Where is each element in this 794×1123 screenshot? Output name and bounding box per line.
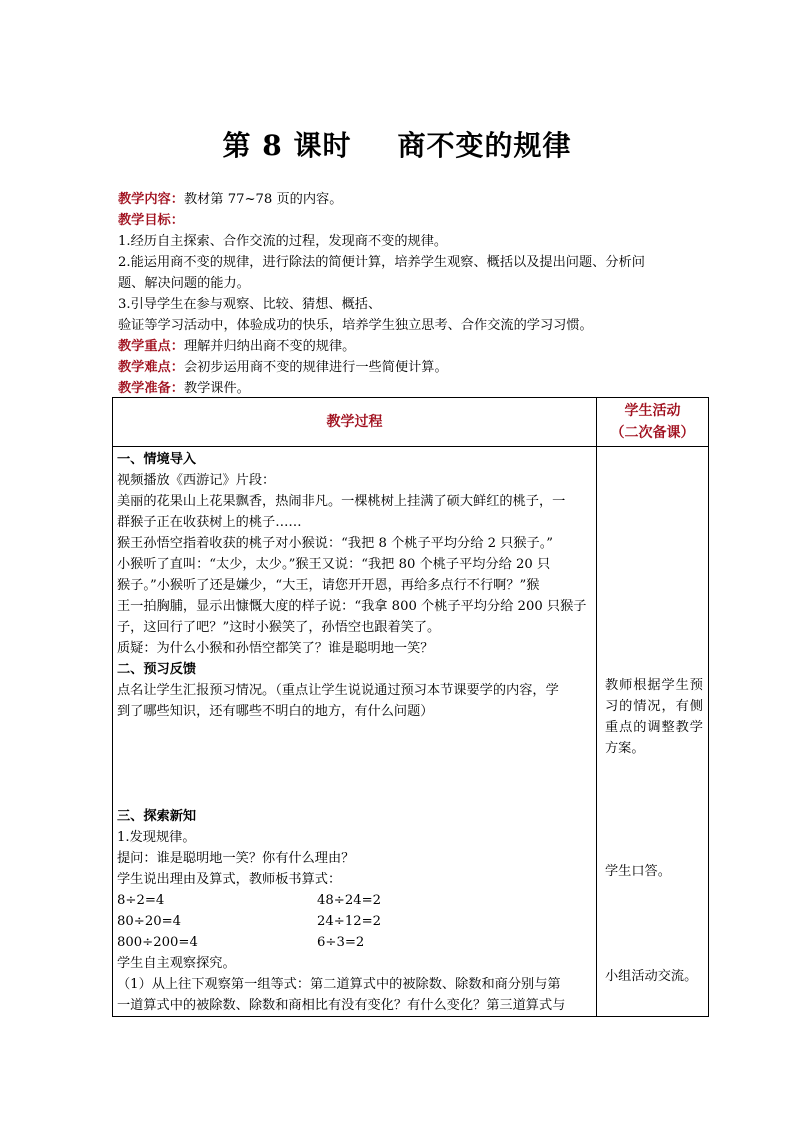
key-row [118, 336, 698, 357]
text-line: 质疑：为什么小猴和孙悟空都笑了？谁是聪明地一笑？ [117, 641, 434, 656]
process-body [113, 447, 597, 1017]
process-header: 教学过程 [113, 398, 597, 447]
activity-note: 教师根据学生预习的情况，有侧重点的调整教学方案。 [605, 678, 703, 756]
text-line: 学生自主观察探究。 [117, 956, 236, 971]
activity-body [597, 447, 709, 1017]
equation: 800÷200=4 [117, 935, 198, 950]
lesson-table [112, 397, 709, 1017]
equation: 48÷24=2 [317, 893, 382, 908]
text-line: 猴王孙悟空指着收获的桃子对小猴说：“我把 8 个桃子平均分给 2 只猴子。” [117, 536, 554, 551]
section-title: 三、探索新知 [117, 809, 197, 824]
equation-row [117, 890, 592, 911]
equation: 24÷12=2 [317, 914, 382, 929]
text-line: 一道算式中的被除数、除数和商相比有没有变化？有什么变化？第三道算式与 [117, 998, 566, 1013]
content-label: 教学内容： [118, 192, 184, 207]
text-line: 美丽的花果山上花果飘香，热闹非凡。一棵桃树上挂满了硕大鲜红的桃子，一 [117, 494, 566, 509]
activity-note: 小组活动交流。 [605, 969, 698, 984]
key-text: 理解并归纳出商不变的规律。 [183, 339, 356, 354]
key-label: 教学重点： [118, 339, 184, 354]
prep-text: 教学课件。 [183, 381, 250, 396]
lesson-meta [118, 189, 698, 399]
equation: 80÷20=4 [117, 914, 182, 929]
activity-header-line1: 学生活动 [624, 403, 681, 419]
text-line: 提问：谁是聪明地一笑？你有什么理由？ [117, 851, 355, 866]
lesson-number: 第 8 课时 [222, 129, 352, 162]
text-line: （1）从上往下观察第一组等式：第二道算式中的被除数、除数和商分别与第 [117, 977, 561, 992]
equation: 6÷3=2 [317, 935, 365, 950]
content-row [118, 189, 698, 210]
difficulty-label: 教学难点： [118, 360, 184, 375]
goal-line: 2.能运用商不变的规律，进行除法的简便计算，培养学生观察、概括以及提出问题、分析问 [118, 255, 645, 270]
text-line: 到了哪些知识，还有哪些不明白的地方，有什么问题） [117, 704, 434, 719]
section-title: 二、预习反馈 [117, 662, 197, 677]
activity-header [597, 398, 709, 447]
equation-row [117, 932, 592, 953]
goal-label: 教学目标： [118, 213, 184, 228]
prep-row [118, 378, 698, 399]
goal-line: 3.引导学生在参与观察、比较、猜想、概括、 [118, 297, 382, 312]
text-line: 点名让学生汇报预习情况。（重点让学生说说通过预习本节课要学的内容，学 [117, 683, 559, 698]
activity-note: 学生口答。 [605, 864, 671, 879]
text-line: 视频播放《西游记》片段： [117, 473, 276, 488]
goal-line: 验证等学习活动中，体验成功的快乐，培养学生独立思考、合作交流的学习习惯。 [118, 318, 593, 333]
difficulty-row [118, 357, 698, 378]
section-title: 一、情境导入 [117, 452, 197, 467]
difficulty-text: 会初步运用商不变的规律进行一些简便计算。 [183, 360, 448, 375]
text-line: 王一拍胸脯，显示出慷慨大度的样子说：“我拿 800 个桃子平均分给 200 只猴子 [117, 599, 587, 614]
text-line: 子，这回行了吧？”这时小猴笑了，孙悟空也跟着笑了。 [117, 620, 441, 635]
activity-header-line2: （二次备课） [610, 425, 695, 441]
text-line: 1.发现规律。 [117, 830, 196, 845]
goal-line: 1.经历自主探索、合作交流的过程，发现商不变的规律。 [118, 234, 448, 249]
goal-line: 题、解决问题的能力。 [118, 276, 250, 291]
equation: 8÷2=4 [117, 893, 165, 908]
page-title [0, 124, 794, 164]
goal-row [118, 210, 698, 231]
equation-row [117, 911, 592, 932]
text-line: 猴子。”小猴听了还是嫌少，“大王，请您开开恩，再给多点行不行啊？”猴 [117, 578, 540, 593]
text-line: 小猴听了直叫：“太少，太少。”猴王又说：“我把 80 个桃子平均分给 20 只 [117, 557, 551, 572]
lesson-title: 商不变的规律 [397, 129, 572, 162]
text-line: 学生说出理由及算式，教师板书算式： [117, 872, 342, 887]
prep-label: 教学准备： [118, 381, 184, 396]
content-text: 教材第 77~78 页的内容。 [183, 192, 343, 207]
text-line: 群猴子正在收获树上的桃子…… [117, 515, 302, 530]
